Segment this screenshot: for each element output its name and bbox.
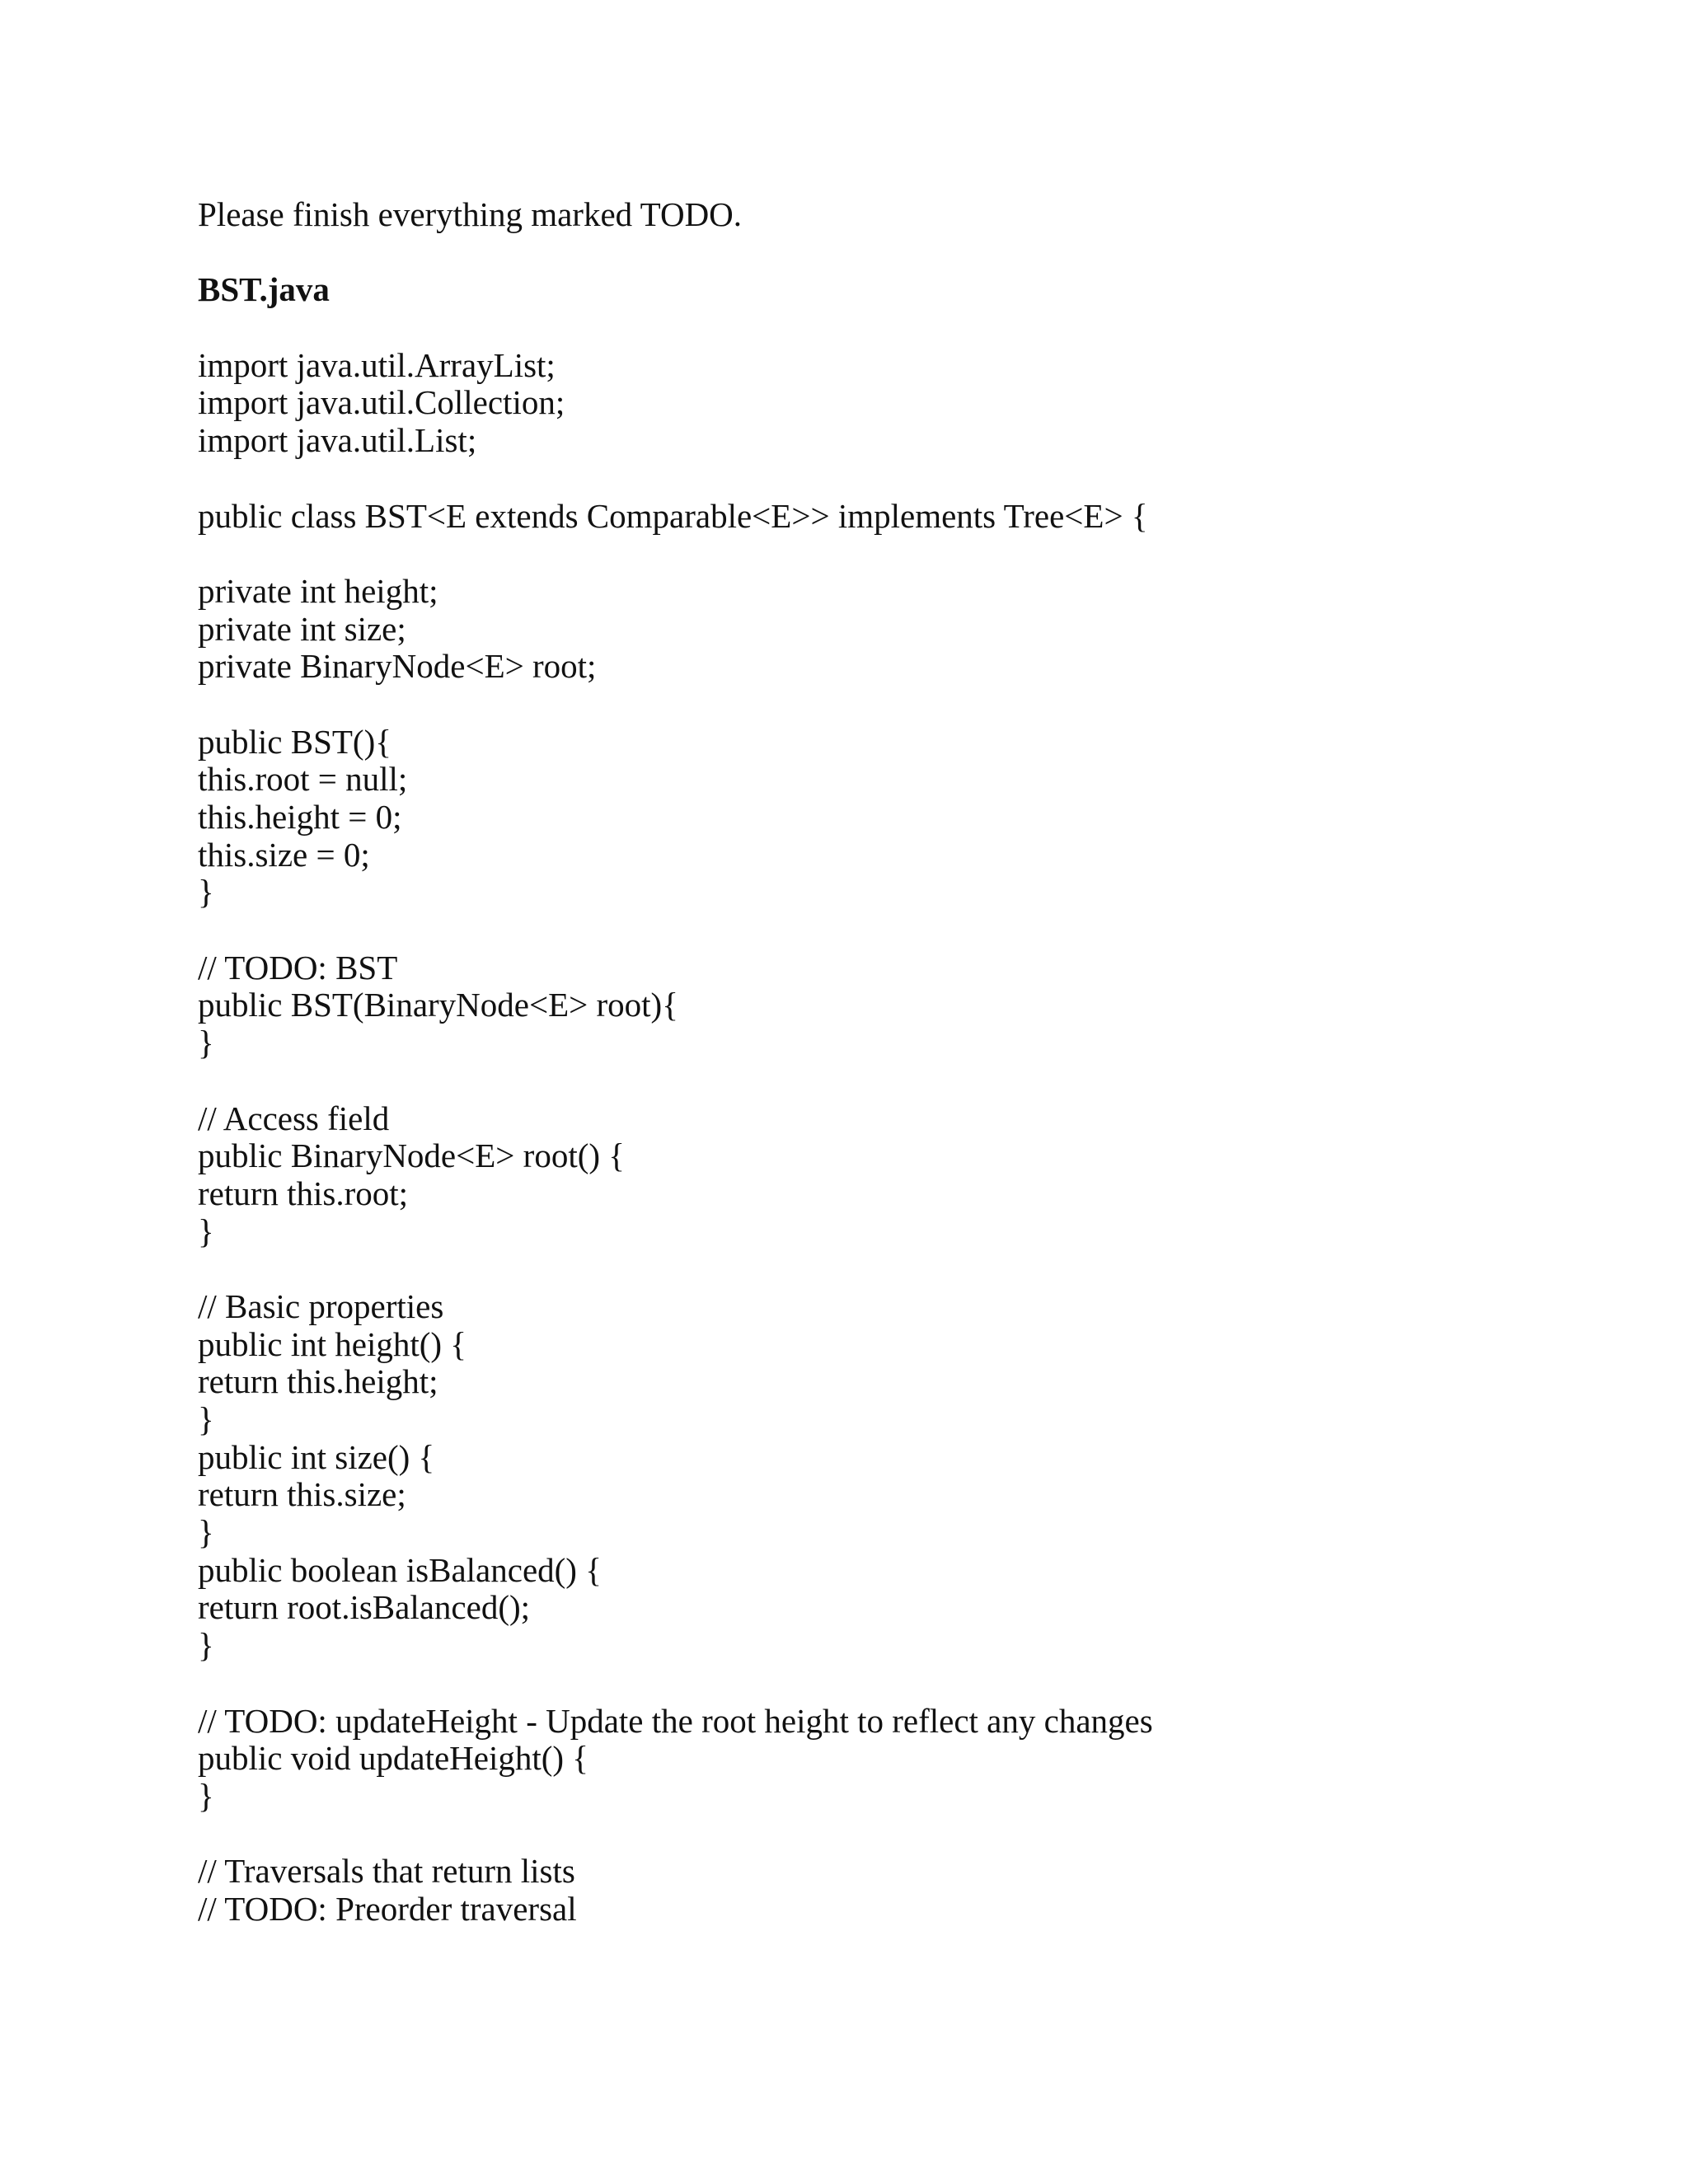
intro-text: Please finish everything marked TODO.	[198, 195, 743, 233]
code-line: public int height() {	[198, 1324, 467, 1363]
field-line: private int height;	[198, 571, 438, 610]
spacer	[198, 686, 1517, 724]
code-line: public BST(BinaryNode<E> root){	[198, 986, 678, 1024]
code-line: return root.isBalanced();	[198, 1588, 531, 1627]
code-line: public BST(){	[198, 722, 392, 761]
spacer	[198, 1816, 1517, 1854]
code-line: this.size = 0;	[198, 835, 370, 874]
code-line: }	[198, 1212, 214, 1250]
code-line: }	[198, 1400, 214, 1438]
code-line: }	[198, 873, 214, 912]
code-line: }	[198, 1024, 214, 1062]
code-line: public int size() {	[198, 1437, 435, 1476]
spacer	[198, 1250, 1517, 1288]
code-line: }	[198, 1626, 214, 1665]
code-line: return this.height;	[198, 1362, 438, 1401]
comment-line: // TODO: Preorder traversal	[198, 1889, 577, 1928]
spacer	[198, 460, 1517, 498]
code-line: this.height = 0;	[198, 798, 402, 836]
import-line: import java.util.List;	[198, 421, 477, 460]
code-line: this.root = null;	[198, 760, 408, 799]
field-line: private int size;	[198, 609, 406, 648]
spacer	[198, 1665, 1517, 1703]
spacer	[198, 309, 1517, 347]
class-declaration: public class BST<E extends Comparable<E>> implements Tree<E> {	[198, 496, 1148, 535]
spacer	[198, 234, 1517, 272]
comment-line: // TODO: updateHeight - Update the root height to reflect any changes	[198, 1701, 1153, 1740]
code-line: }	[198, 1513, 214, 1552]
document-content	[198, 196, 1517, 1929]
comment-line: // Basic properties	[198, 1286, 444, 1325]
code-line: public void updateHeight() {	[198, 1739, 588, 1778]
import-line: import java.util.Collection;	[198, 383, 565, 422]
import-line: import java.util.ArrayList;	[198, 345, 556, 384]
comment-line: // Access field	[198, 1099, 390, 1137]
code-line: }	[198, 1776, 214, 1815]
code-line: public boolean isBalanced() {	[198, 1550, 602, 1589]
comment-line: // Traversals that return lists	[198, 1852, 575, 1891]
file-title: BST.java	[198, 270, 330, 309]
field-line: private BinaryNode<E> root;	[198, 647, 597, 686]
code-line: public BinaryNode<E> root() {	[198, 1137, 625, 1175]
spacer	[198, 912, 1517, 949]
spacer	[198, 535, 1517, 573]
code-line: return this.root;	[198, 1174, 409, 1212]
code-line: return this.size;	[198, 1475, 406, 1514]
spacer	[198, 1062, 1517, 1100]
comment-line: // TODO: BST	[198, 948, 398, 987]
